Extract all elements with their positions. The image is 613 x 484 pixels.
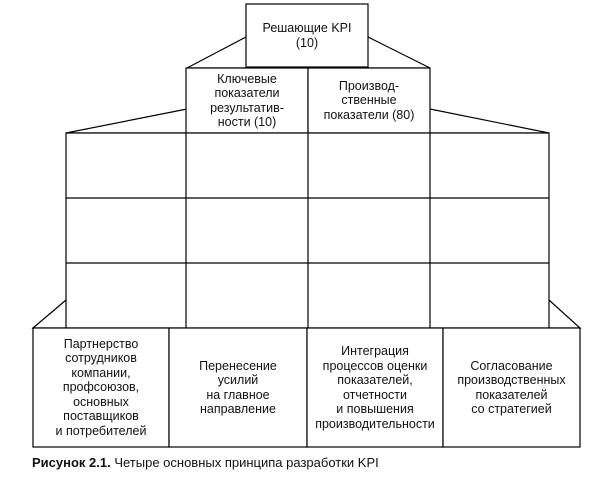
figure-caption [32, 455, 379, 470]
foundation-label-3: Интеграция процессов оценки показателей, отчетности и повышения производительности [315, 344, 435, 431]
caption-text: Четыре основных принципа разработки KPI [110, 455, 379, 470]
foundation-label-1: Партнерство сотрудников компании, профсоюзов, основных поставщиков и потребителей [55, 336, 147, 438]
middle-left-label: Ключевые показатели результатив- ности (10) [210, 71, 284, 129]
caption-prefix: Рисунок 2.1. [32, 455, 111, 470]
foundation-label-4: Согласование производственных показателей со стратегией [457, 358, 566, 416]
middle-right-label: Производ- ственные показатели (80) [323, 78, 415, 122]
top-label: Решающие KPI (10) [262, 21, 352, 50]
foundation-label-2: Перенесение усилий на главное направление [199, 358, 277, 416]
